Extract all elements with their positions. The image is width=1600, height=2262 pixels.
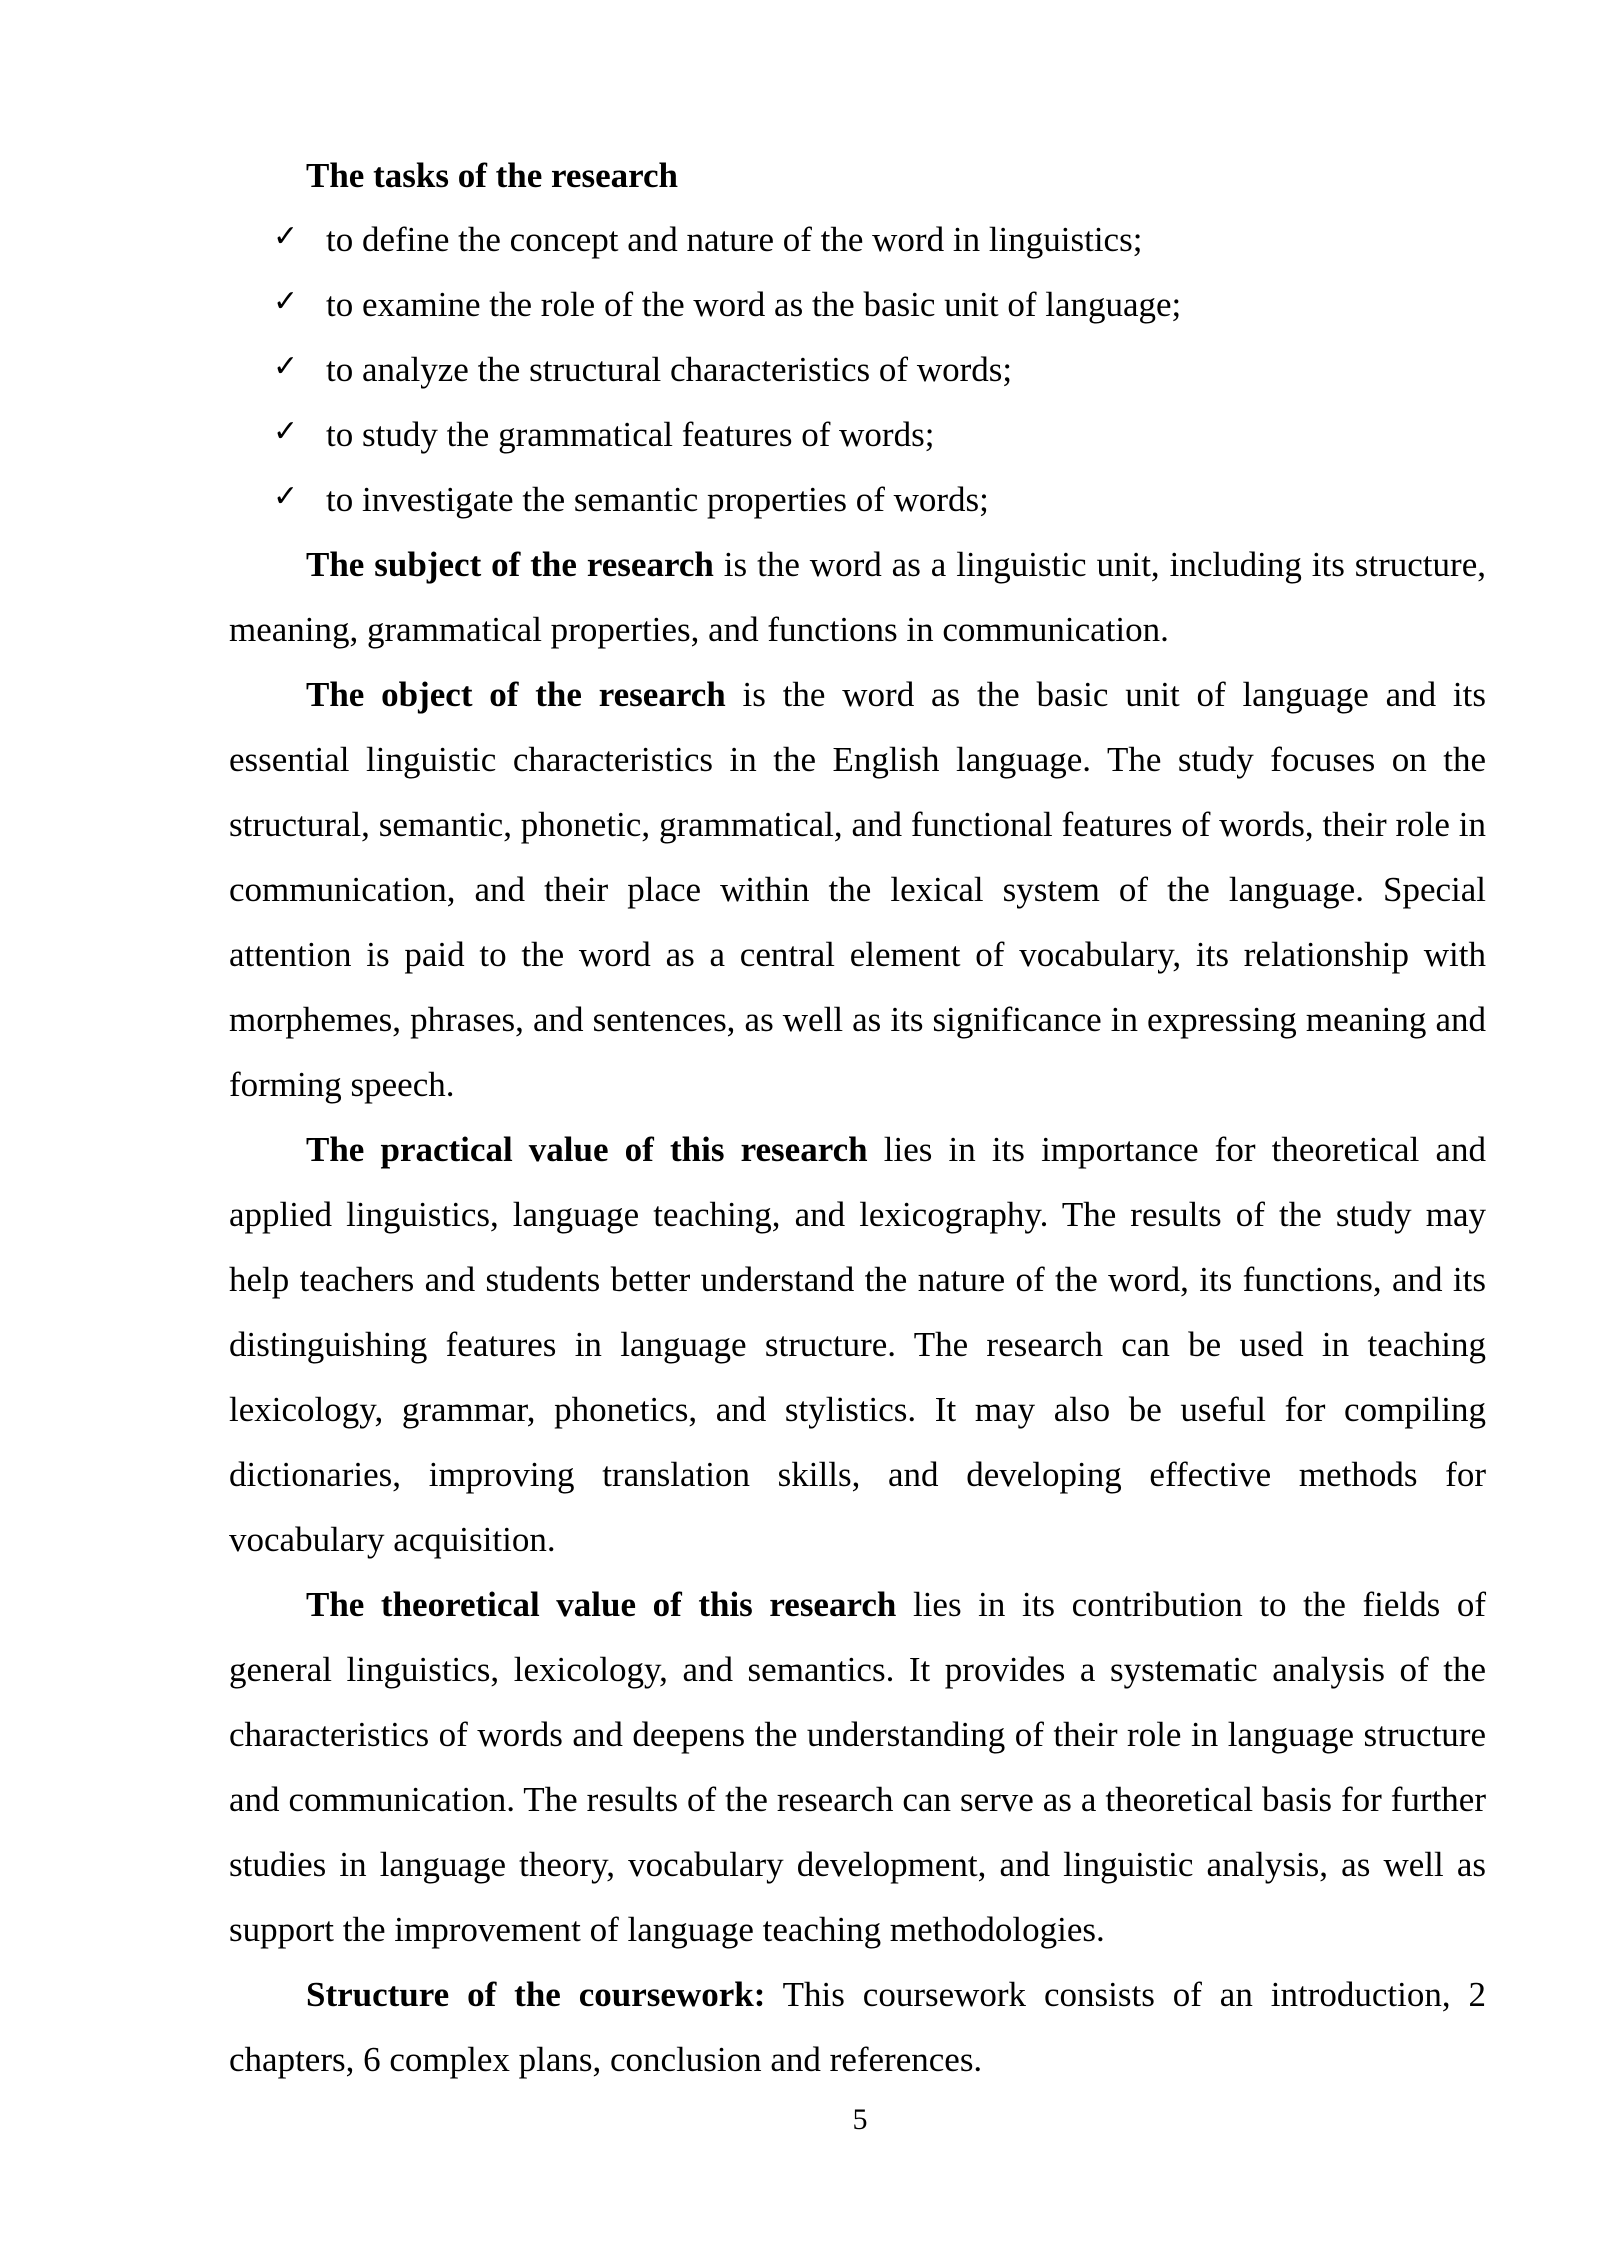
subject-paragraph	[229, 532, 1486, 662]
task-text: to examine the role of the word as the basic unit of language;	[326, 285, 1182, 324]
task-text: to investigate the semantic properties of words;	[326, 480, 989, 519]
task-text: to define the concept and nature of the word in linguistics;	[326, 220, 1143, 259]
check-icon: ✓	[273, 349, 299, 384]
task-text: to study the grammatical features of words;	[326, 415, 935, 454]
list-item	[229, 467, 1486, 532]
check-icon: ✓	[273, 284, 299, 319]
list-item	[229, 402, 1486, 467]
check-icon: ✓	[273, 219, 299, 254]
tasks-heading: The tasks of the research	[306, 156, 679, 195]
structure-paragraph	[229, 1962, 1486, 2092]
object-lead: The object of the research	[306, 675, 726, 714]
list-item	[229, 337, 1486, 402]
check-icon: ✓	[273, 479, 299, 514]
subject-lead: The subject of the research	[306, 545, 714, 584]
list-item	[229, 272, 1486, 337]
theoretical-value-lead: The theoretical value of this research	[306, 1585, 897, 1624]
subject-body: is the word as a linguistic unit, including its structure, meaning, grammatical properties, and functions in communication.	[229, 545, 1486, 649]
object-body: is the word as the basic unit of language and its essential linguistic characteristics in the English language. The study focuses on the structural, semantic, phonetic, grammatical, and functional features of words, their role in communication, and their place within the lexical system of the language. Special attention is paid to the word as a central element of vocabulary, its relationship with morphemes, phrases, and sentences, as well as its significance in expressing meaning and forming speech.	[229, 675, 1487, 1104]
page-content	[229, 145, 1486, 2092]
structure-body: This coursework consists of an introduction, 2 chapters, 6 complex plans, conclusion and references.	[229, 1975, 1486, 2079]
object-paragraph	[229, 662, 1486, 1117]
tasks-list	[229, 207, 1486, 532]
structure-lead: Structure of the coursework:	[306, 1975, 766, 2014]
task-text: to analyze the structural characteristics of words;	[326, 350, 1013, 389]
practical-value-lead: The practical value of this research	[306, 1130, 868, 1169]
practical-value-body: lies in its importance for theoretical and applied linguistics, language teaching, and lexicography. The results of the study may help teachers and students better understand the nature of the word, its functions, and its distinguishing features in language structure. The research can be used in teaching lexicology, grammar, phonetics, and stylistics. It may also be useful for compiling dictionaries, improving translation skills, and developing effective methods for vocabulary acquisition.	[229, 1130, 1486, 1559]
practical-value-paragraph	[229, 1117, 1486, 1572]
check-icon: ✓	[273, 414, 299, 449]
list-item	[229, 207, 1486, 272]
theoretical-value-body: lies in its contribution to the fields of general linguistics, lexicology, and semantics. It provides a systematic analysis of the characteristics of words and deepens the understanding of their role in language structure and communication. The results of the research can serve as a theoretical basis for further studies in language theory, vocabulary development, and linguistic analysis, as well as support the improvement of language teaching methodologies.	[229, 1585, 1486, 1949]
page-number: 5	[852, 2103, 868, 2136]
theoretical-value-paragraph	[229, 1572, 1486, 1962]
